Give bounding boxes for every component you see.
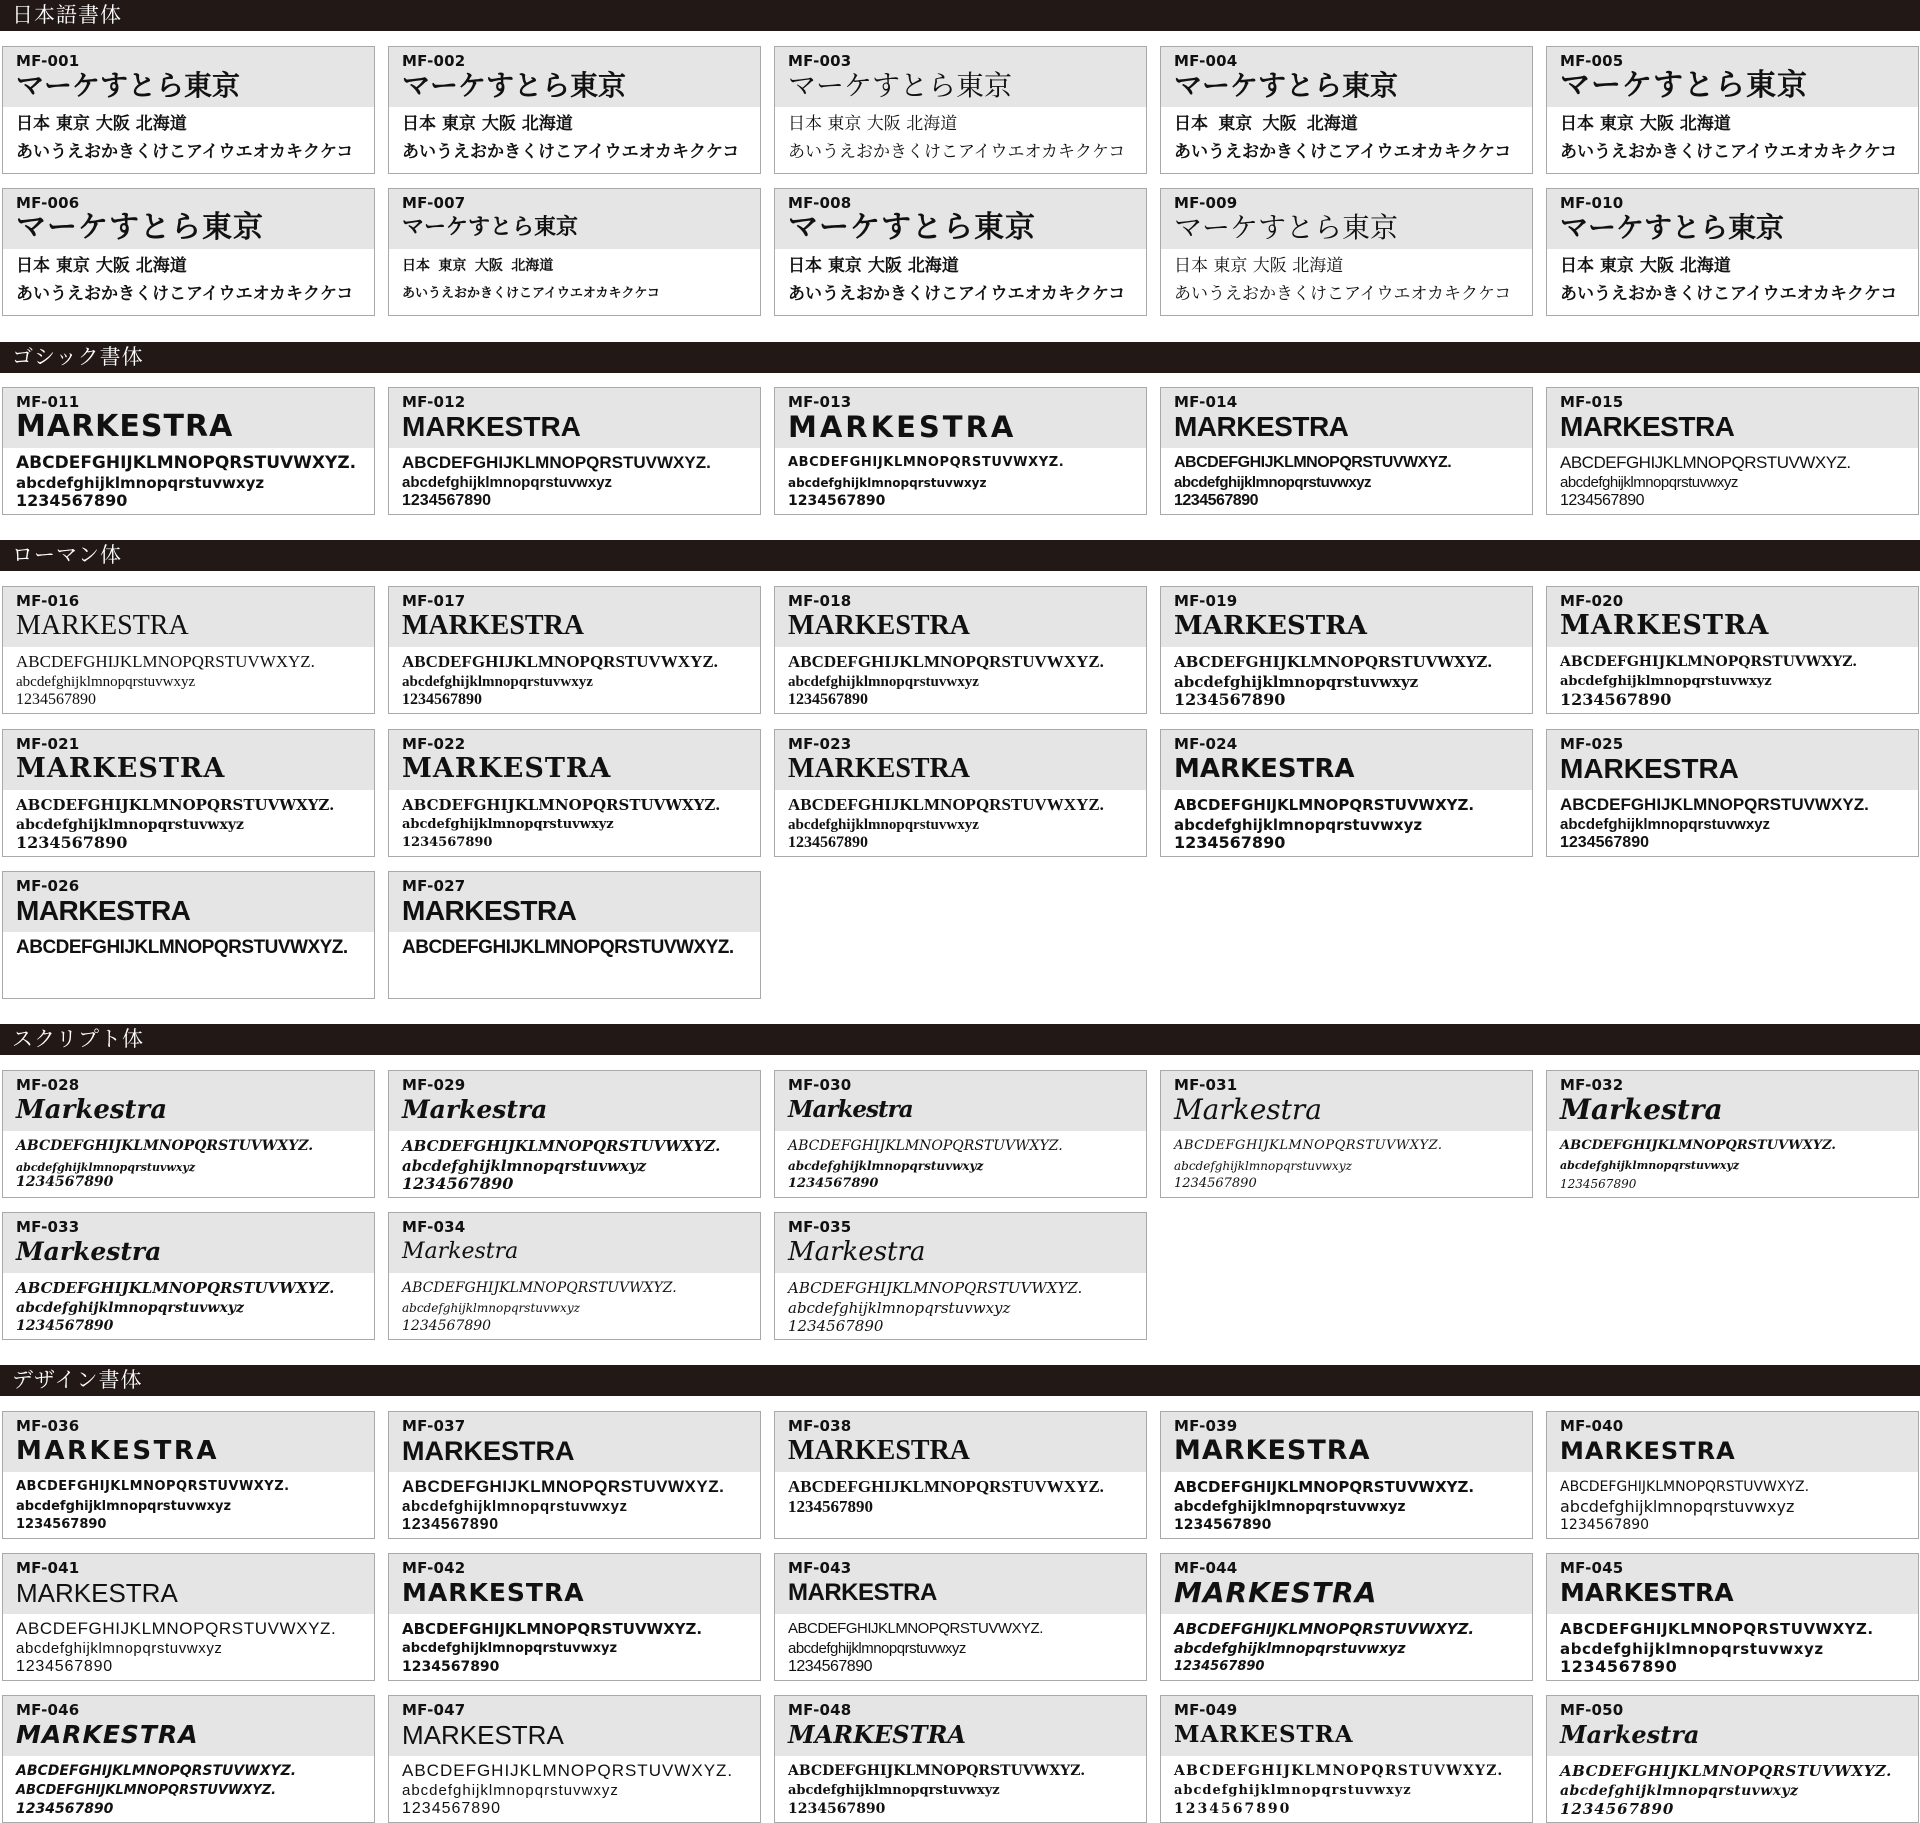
font-sample-digits: 1234567890 <box>788 1176 879 1191</box>
font-card-mf038[interactable] <box>774 1411 1147 1539</box>
font-card-mf048[interactable] <box>774 1695 1147 1823</box>
font-code: MF-043 <box>788 1559 852 1577</box>
font-card-mf018[interactable] <box>774 586 1147 714</box>
font-code: MF-020 <box>1560 592 1624 610</box>
font-sample-title: MARKESTRA <box>788 1579 937 1606</box>
font-sample-lower: abcdefghijklmnopqrstuvwxyz <box>402 1641 618 1656</box>
font-sample-line: 日本 東京 大阪 北海道 <box>788 114 958 134</box>
font-sample-lower: abcdefghijklmnopqrstuvwxyz <box>1560 474 1738 491</box>
font-sample-lower: abcdefghijklmnopqrstuvwxyz <box>1174 1783 1412 1798</box>
font-sample-line: 日本 東京 大阪 北海道 <box>16 114 187 134</box>
font-sample-lower: abcdefghijklmnopqrstuvwxyz <box>1174 1641 1406 1657</box>
font-sample-lower: abcdefghijklmnopqrstuvwxyz <box>16 817 244 833</box>
font-sample-title: MARKESTRA <box>402 1578 585 1607</box>
font-code: MF-036 <box>16 1417 80 1435</box>
font-card-mf011[interactable] <box>2 387 375 515</box>
font-card-mf041[interactable] <box>2 1553 375 1681</box>
font-code: MF-028 <box>16 1076 80 1094</box>
section-header-japanese: 日本語書体 <box>0 0 1920 31</box>
font-sample-title: Markestra <box>1560 1720 1700 1749</box>
font-sample-title: Markestra <box>1174 1093 1322 1126</box>
font-sample-line: 日本 東京 大阪 北海道 <box>1560 114 1731 134</box>
font-code: MF-044 <box>1174 1559 1238 1577</box>
font-code: MF-050 <box>1560 1701 1624 1719</box>
font-code: MF-045 <box>1560 1559 1624 1577</box>
font-card-mf039[interactable] <box>1160 1411 1533 1539</box>
font-code: MF-005 <box>1560 52 1624 70</box>
font-sample-lower: abcdefghijklmnopqrstuvwxyz <box>402 474 613 491</box>
font-sample-line: あいうえおかきくけこアイウエオカキクケコ <box>1560 284 1898 304</box>
font-card-mf024[interactable] <box>1160 729 1533 857</box>
font-sample-upper: ABCDEFGHIJKLMNOPQRSTUVWXYZ. <box>1560 453 1851 472</box>
font-sample-lower: abcdefghijklmnopqrstuvwxyz <box>1560 1783 1799 1799</box>
font-code: MF-016 <box>16 592 80 610</box>
font-sample-digits: 1234567890 <box>402 1800 501 1817</box>
font-sample-title: MARKESTRA <box>788 410 1017 444</box>
font-card-mf026[interactable] <box>2 871 375 999</box>
font-sample-lower: abcdefghijklmnopqrstuvwxyz <box>402 1498 628 1515</box>
font-sample-title: MARKESTRA <box>1174 1721 1354 1748</box>
font-code: MF-022 <box>402 735 466 753</box>
font-sample-lower: abcdefghijklmnopqrstuvwxyz <box>788 1299 1011 1317</box>
font-sample-line: 日本 東京 大阪 北海道 <box>16 256 187 276</box>
font-card-mf044[interactable] <box>1160 1553 1533 1681</box>
font-code: MF-017 <box>402 592 466 610</box>
font-sample-digits: 1234567890 <box>16 691 96 708</box>
font-card-mf046[interactable] <box>2 1695 375 1823</box>
font-card-mf043[interactable] <box>774 1553 1147 1681</box>
font-card-mf049[interactable] <box>1160 1695 1533 1823</box>
font-sample-title: マーケすとら東京 <box>788 69 1013 102</box>
font-sample-lower: abcdefghijklmnopqrstuvwxyz <box>1560 674 1772 689</box>
font-sample-line: 日本 東京 大阪 北海道 <box>1174 256 1344 276</box>
font-code: MF-029 <box>402 1076 466 1094</box>
font-sample-digits: 1234567890 <box>1174 690 1286 709</box>
font-sample-title: MARKESTRA <box>402 610 585 641</box>
font-card-mf001[interactable] <box>2 46 375 174</box>
font-sample-upper: ABCDEFGHIJKLMNOPQRSTUVWXYZ. <box>1174 1763 1504 1779</box>
font-card-mf012[interactable] <box>388 387 761 515</box>
font-sample-title: MARKESTRA <box>402 411 581 442</box>
font-sample-digits: 1234567890 <box>1560 492 1644 509</box>
font-sample-upper: ABCDEFGHIJKLMNOPQRSTUVWXYZ. <box>788 795 1104 814</box>
font-sample-title: MARKESTRA <box>16 895 191 926</box>
font-sample-title: MARKESTRA <box>1174 411 1349 442</box>
font-sample-title: MARKESTRA <box>16 1578 178 1608</box>
font-sample-digits: 1234567890 <box>402 835 493 850</box>
font-card-mf035[interactable] <box>774 1212 1147 1340</box>
font-sample-upper: ABCDEFGHIJKLMNOPQRSTUVWXYZ. <box>788 1763 1086 1779</box>
font-code: MF-015 <box>1560 393 1624 411</box>
font-sample-digits: 1234567890 <box>1174 1176 1257 1191</box>
font-sample-lower: abcdefghijklmnopqrstuvwxyz <box>1174 816 1423 834</box>
font-sample-upper: ABCDEFGHIJKLMNOPQRSTUVWXYZ. <box>1560 795 1869 814</box>
font-card-mf050[interactable] <box>1546 1695 1919 1823</box>
font-sample-title: Markestra <box>402 1095 548 1124</box>
font-sample-upper: ABCDEFGHIJKLMNOPQRSTUVWXYZ. <box>788 1138 1063 1154</box>
font-code: MF-038 <box>788 1417 852 1435</box>
font-sample-digits: 1234567890 <box>402 1174 514 1193</box>
font-sample-upper: ABCDEFGHIJKLMNOPQRSTUVWXYZ. <box>402 652 718 671</box>
font-card-mf028[interactable] <box>2 1070 375 1198</box>
font-sample-digits: 1234567890 <box>1560 1177 1637 1191</box>
font-sample-lower: abcdefghijklmnopqrstuvwxyz <box>788 1640 966 1657</box>
font-card-mf014[interactable] <box>1160 387 1533 515</box>
font-sample-title: MARKESTRA <box>1560 1578 1734 1607</box>
font-sample-title: マーケすとら東京 <box>1174 211 1399 244</box>
font-sample-title: MARKESTRA <box>1560 610 1770 641</box>
font-sample-lower: abcdefghijklmnopqrstuvwxyz <box>1560 1640 1824 1658</box>
font-sample-digits: 1234567890 <box>402 1659 500 1675</box>
font-sample-digits: 1234567890 <box>788 493 886 509</box>
font-sample-title: MARKESTRA <box>788 610 971 641</box>
font-sample-title: MARKESTRA <box>788 1435 971 1466</box>
font-sample-upper: ABCDEFGHIJKLMNOPQRSTUVWXYZ. <box>402 937 734 958</box>
font-sample-digits: 1234567890 <box>1560 1657 1678 1676</box>
font-sample-upper: ABCDEFGHIJKLMNOPQRSTUVWXYZ. <box>1174 1620 1475 1638</box>
font-code: MF-026 <box>16 877 80 895</box>
font-sample-upper: ABCDEFGHIJKLMNOPQRSTUVWXYZ. <box>1560 654 1858 670</box>
font-sample-digits: 1234567890 <box>1174 1517 1272 1533</box>
font-code: MF-004 <box>1174 52 1238 70</box>
font-code: MF-003 <box>788 52 852 70</box>
font-code: MF-025 <box>1560 735 1624 753</box>
font-sample-upper: ABCDEFGHIJKLMNOPQRSTUVWXYZ. <box>402 1137 721 1155</box>
font-sample-digits: 1234567890 <box>16 1801 114 1817</box>
font-sample-title: MARKESTRA <box>1560 1437 1736 1465</box>
font-sample-lower: abcdefghijklmnopqrstuvwxyz <box>402 1782 619 1799</box>
font-sample-upper: ABCDEFGHIJKLMNOPQRSTUVWXYZ. <box>788 1279 1083 1297</box>
font-card-mf009[interactable] <box>1160 188 1533 316</box>
font-sample-digits: 1234567890 <box>402 492 491 509</box>
section-header-script: スクリプト体 <box>0 1024 1920 1055</box>
font-sample-digits: 1234567890 <box>402 691 482 708</box>
font-sample-upper: ABCDEFGHIJKLMNOPQRSTUVWXYZ. <box>16 1479 290 1494</box>
font-sample-line: あいうえおかきくけこアイウエオカキクケコ <box>402 286 660 301</box>
font-sample-upper: ABCDEFGHIJKLMNOPQRSTUVWXYZ. <box>402 796 721 814</box>
font-sample-digits: 1234567890 <box>16 1517 107 1532</box>
section-header-gothic: ゴシック書体 <box>0 342 1920 373</box>
font-sample-title: MARKESTRA <box>1560 411 1735 442</box>
font-sample-upper: ABCDEFGHIJKLMNOPQRSTUVWXYZ. <box>402 1620 703 1638</box>
font-sample-digits: 1234567890 <box>16 491 128 510</box>
font-sample-lower: abcdefghijklmnopqrstuvwxyz <box>16 1640 223 1657</box>
font-sample-lower: abcdefghijklmnopqrstuvwxyz <box>16 474 265 492</box>
font-sample-line: 日本 東京 大阪 北海道 <box>788 256 959 276</box>
font-sample-upper: ABCDEFGHIJKLMNOPQRSTUVWXYZ. <box>788 652 1104 671</box>
font-sample-upper: ABCDEFGHIJKLMNOPQRSTUVWXYZ. <box>1174 1138 1443 1153</box>
section-header-design: デザイン書体 <box>0 1365 1920 1396</box>
font-sample-title: MARKESTRA <box>1174 611 1367 641</box>
font-sample-digits: 1234567890 <box>16 1318 114 1334</box>
font-sample-lower: abcdefghijklmnopqrstuvwxyz <box>1174 1159 1352 1173</box>
font-card-mf015[interactable] <box>1546 387 1919 515</box>
font-card-mf022[interactable] <box>388 729 761 857</box>
font-code: MF-023 <box>788 735 852 753</box>
font-card-mf031[interactable] <box>1160 1070 1533 1198</box>
font-sample-lower: abcdefghijklmnopqrstuvwxyz <box>16 674 196 690</box>
font-code: MF-018 <box>788 592 852 610</box>
font-sample-title: MARKESTRA <box>788 753 971 784</box>
font-sample-title: Markestra <box>788 1237 926 1267</box>
font-sample-digits: 1234567890 <box>1560 690 1672 709</box>
font-sample-upper: ABCDEFGHIJKLMNOPQRSTUVWXYZ. <box>402 1761 734 1780</box>
font-card-mf017[interactable] <box>388 586 761 714</box>
section-header-roman: ローマン体 <box>0 540 1920 571</box>
font-code: MF-034 <box>402 1218 466 1236</box>
font-code: MF-030 <box>788 1076 852 1094</box>
font-card-mf025[interactable] <box>1546 729 1919 857</box>
font-sample-title: Markestra <box>16 1237 162 1266</box>
font-code: MF-042 <box>402 1559 466 1577</box>
font-code: MF-021 <box>16 735 80 753</box>
font-card-mf005[interactable] <box>1546 46 1919 174</box>
font-code: MF-049 <box>1174 1701 1238 1719</box>
font-sample-title: MARKESTRA <box>402 753 612 784</box>
font-sample-upper: ABCDEFGHIJKLMNOPQRSTUVWXYZ. <box>788 455 1065 470</box>
font-sample-title: マーケすとら東京 <box>16 210 264 245</box>
font-card-mf008[interactable] <box>774 188 1147 316</box>
font-sample-digits: 1234567890 <box>1174 1659 1265 1674</box>
font-card-mf032[interactable] <box>1546 1070 1919 1198</box>
font-sample-lower: abcdefghijklmnopqrstuvwxyz <box>1560 1159 1740 1172</box>
font-card-mf020[interactable] <box>1546 586 1919 714</box>
font-sample-upper: ABCDEFGHIJKLMNOPQRSTUVWXYZ. <box>402 1280 677 1296</box>
font-sample-upper: ABCDEFGHIJKLMNOPQRSTUVWXYZ. <box>16 453 357 473</box>
font-sample-line: あいうえおかきくけこアイウエオカキクケコ <box>1560 142 1898 162</box>
font-sample-digits: 1234567890 <box>1174 833 1286 852</box>
font-sample-title: MARKESTRA <box>402 895 577 926</box>
font-sample-lower: abcdefghijklmnopqrstuvwxyz <box>788 674 979 690</box>
font-code: MF-031 <box>1174 1076 1238 1094</box>
font-sample-lower: abcdefghijklmnopqrstuvwxyz <box>402 1301 580 1315</box>
font-sample-lower: abcdefghijklmnopqrstuvwxyz <box>788 1159 984 1173</box>
font-sample-digits: 1234567890 <box>788 1658 872 1675</box>
font-sample-digits: 1234567890 <box>1174 1801 1292 1817</box>
font-sample-upper: ABCDEFGHIJKLMNOPQRSTUVWXYZ. <box>1560 1479 1810 1495</box>
font-sample-digits: 1234567890 <box>788 691 868 708</box>
font-sample-title: MARKESTRA <box>16 753 226 784</box>
font-sample-line: 日本 東京 大阪 北海道 <box>1560 256 1731 276</box>
font-sample-upper: ABCDEFGHIJKLMNOPQRSTUVWXYZ. <box>402 453 711 472</box>
font-code: MF-047 <box>402 1701 466 1719</box>
font-sample-lower: ABCDEFGHIJKLMNOPQRSTUVWXYZ. <box>16 1783 277 1798</box>
font-card-mf033[interactable] <box>2 1212 375 1340</box>
font-sample-title: Markestra <box>402 1239 519 1264</box>
font-sample-line: あいうえおかきくけこアイウエオカキクケコ <box>1174 142 1512 162</box>
font-sample-title: Markestra <box>788 1096 913 1123</box>
font-card-mf004[interactable] <box>1160 46 1533 174</box>
font-code: MF-039 <box>1174 1417 1238 1435</box>
font-code: MF-009 <box>1174 194 1238 212</box>
font-sample-lower: abcdefghijklmnopqrstuvwxyz <box>402 1157 647 1175</box>
font-sample-lower: abcdefghijklmnopqrstuvwxyz <box>1174 474 1372 491</box>
font-card-mf021[interactable] <box>2 729 375 857</box>
font-card-mf045[interactable] <box>1546 1553 1919 1681</box>
font-sample-upper: ABCDEFGHIJKLMNOPQRSTUVWXYZ. <box>16 1138 314 1154</box>
font-code: MF-032 <box>1560 1076 1624 1094</box>
font-sample-title: マーケすとら東京 <box>1174 69 1399 102</box>
font-sample-upper: ABCDEFGHIJKLMNOPQRSTUVWXYZ. <box>788 1477 1104 1496</box>
font-sample-digits: 1234567890 <box>788 834 868 851</box>
font-sample-line: あいうえおかきくけこアイウエオカキクケコ <box>788 284 1126 304</box>
font-card-mf010[interactable] <box>1546 188 1919 316</box>
font-sample-title: MARKESTRA <box>1174 1435 1371 1466</box>
font-code: MF-035 <box>788 1218 852 1236</box>
font-code: MF-027 <box>402 877 466 895</box>
font-code: MF-024 <box>1174 735 1238 753</box>
font-sample-digits: 1234567890 <box>788 1497 873 1516</box>
font-sample-upper: ABCDEFGHIJKLMNOPQRSTUVWXYZ. <box>16 1279 335 1297</box>
font-sample-digits: 1234567890 <box>16 833 128 852</box>
font-sample-title: MARKESTRA <box>1560 753 1739 784</box>
font-sample-title: MARKESTRA <box>402 1720 564 1750</box>
font-sample-line: あいうえおかきくけこアイウエオカキクケコ <box>16 284 354 304</box>
font-code: MF-013 <box>788 393 852 411</box>
font-sample-digits: 1234567890 <box>1560 834 1649 851</box>
font-code: MF-048 <box>788 1701 852 1719</box>
font-sample-digits: 1234567890 <box>788 1801 886 1817</box>
font-sample-upper: ABCDEFGHIJKLMNOPQRSTUVWXYZ. <box>1560 1762 1892 1780</box>
font-sample-title: MARKESTRA <box>16 1720 199 1749</box>
font-card-mf019[interactable] <box>1160 586 1533 714</box>
font-sample-upper: ABCDEFGHIJKLMNOPQRSTUVWXYZ. <box>788 1620 1043 1637</box>
font-code: MF-012 <box>402 393 466 411</box>
font-code: MF-033 <box>16 1218 80 1236</box>
font-sample-upper: ABCDEFGHIJKLMNOPQRSTUVWXYZ. <box>1174 796 1475 814</box>
font-card-mf003[interactable] <box>774 46 1147 174</box>
font-sample-lower: abcdefghijklmnopqrstuvwxyz <box>1174 1499 1406 1515</box>
font-sample-title: Markestra <box>1560 1093 1723 1126</box>
font-sample-title: MARKESTRA <box>1174 1576 1378 1609</box>
font-sample-digits: 1234567890 <box>1560 1800 1675 1818</box>
font-code: MF-041 <box>16 1559 80 1577</box>
font-card-mf027[interactable] <box>388 871 761 999</box>
font-sample-lower: abcdefghijklmnopqrstuvwxyz <box>788 1783 1000 1798</box>
font-sample-lower: abcdefghijklmnopqrstuvwxyz <box>1174 673 1419 691</box>
font-card-mf030[interactable] <box>774 1070 1147 1198</box>
font-card-mf040[interactable] <box>1546 1411 1919 1539</box>
font-sample-digits: 1234567890 <box>16 1658 113 1675</box>
font-sample-title: マーケすとら東京 <box>788 210 1036 245</box>
font-sample-line: あいうえおかきくけこアイウエオカキクケコ <box>16 142 354 162</box>
font-card-mf029[interactable] <box>388 1070 761 1198</box>
font-sample-upper: ABCDEFGHIJKLMNOPQRSTUVWXYZ. <box>16 937 348 958</box>
font-sample-lower: abcdefghijklmnopqrstuvwxyz <box>16 1161 196 1174</box>
font-code: MF-007 <box>402 194 466 212</box>
font-card-mf037[interactable] <box>388 1411 761 1539</box>
font-sample-title: Markestra <box>16 1095 168 1125</box>
font-sample-upper: ABCDEFGHIJKLMNOPQRSTUVWXYZ. <box>1174 653 1493 671</box>
font-sample-upper: ABCDEFGHIJKLMNOPQRSTUVWXYZ. <box>16 796 335 814</box>
font-sample-title: MARKESTRA <box>16 610 189 641</box>
font-sample-digits: 1234567890 <box>402 1516 499 1533</box>
font-sample-lower: abcdefghijklmnopqrstuvwxyz <box>402 817 614 832</box>
font-sample-title: マーケすとら東京 <box>1560 211 1785 244</box>
font-sample-line: 日本 東京 大阪 北海道 <box>402 114 573 134</box>
font-sample-title: MARKESTRA <box>16 1436 220 1466</box>
font-sample-upper: ABCDEFGHIJKLMNOPQRSTUVWXYZ. <box>16 1619 337 1638</box>
font-code: MF-006 <box>16 194 80 212</box>
font-code: MF-001 <box>16 52 80 70</box>
font-sample-digits: 1234567890 <box>16 1174 114 1190</box>
font-code: MF-010 <box>1560 194 1624 212</box>
font-code: MF-002 <box>402 52 466 70</box>
font-card-mf042[interactable] <box>388 1553 761 1681</box>
font-sample-digits: 1234567890 <box>1174 492 1258 509</box>
font-sample-lower: abcdefghijklmnopqrstuvwxyz <box>1560 1497 1795 1516</box>
font-sample-digits: 1234567890 <box>1560 1517 1650 1533</box>
font-sample-title: MARKESTRA <box>16 409 234 444</box>
font-sample-lower: abcdefghijklmnopqrstuvwxyz <box>1560 816 1771 833</box>
font-sample-upper: ABCDEFGHIJKLMNOPQRSTUVWXYZ. <box>402 1477 725 1496</box>
font-card-mf007[interactable] <box>388 188 761 316</box>
font-sample-line: 日本 東京 大阪 北海道 <box>402 258 554 274</box>
font-sample-title: マーケすとら東京 <box>402 215 579 240</box>
font-sample-line: 日本 東京 大阪 北海道 <box>1174 114 1358 134</box>
font-sample-title: マーケすとら東京 <box>402 69 627 102</box>
font-sample-lower: abcdefghijklmnopqrstuvwxyz <box>16 1499 232 1514</box>
font-card-mf023[interactable] <box>774 729 1147 857</box>
font-sample-digits: 1234567890 <box>788 1317 884 1335</box>
font-card-mf016[interactable] <box>2 586 375 714</box>
font-sample-title: MARKESTRA <box>788 1720 967 1749</box>
font-sample-line: あいうえおかきくけこアイウエオカキクケコ <box>402 142 740 162</box>
font-sample-lower: abcdefghijklmnopqrstuvwxyz <box>788 476 987 490</box>
font-code: MF-014 <box>1174 393 1238 411</box>
font-sample-upper: ABCDEFGHIJKLMNOPQRSTUVWXYZ. <box>1560 1620 1874 1638</box>
font-card-mf013[interactable] <box>774 387 1147 515</box>
font-sample-upper: ABCDEFGHIJKLMNOPQRSTUVWXYZ. <box>1560 1138 1836 1153</box>
font-card-mf034[interactable] <box>388 1212 761 1340</box>
font-sample-digits: 1234567890 <box>402 1318 492 1334</box>
font-sample-lower: abcdefghijklmnopqrstuvwxyz <box>788 817 979 833</box>
font-sample-upper: ABCDEFGHIJKLMNOPQRSTUVWXYZ. <box>1174 454 1452 471</box>
font-sample-title: MARKESTRA <box>1174 754 1355 784</box>
font-sample-title: マーケすとら東京 <box>16 69 241 102</box>
font-sample-title: MARKESTRA <box>402 1436 575 1466</box>
font-card-mf036[interactable] <box>2 1411 375 1539</box>
font-sample-line: あいうえおかきくけこアイウエオカキクケコ <box>788 142 1126 162</box>
font-card-mf002[interactable] <box>388 46 761 174</box>
font-code: MF-019 <box>1174 592 1238 610</box>
font-code: MF-008 <box>788 194 852 212</box>
font-sample-title: マーケすとら東京 <box>1560 68 1808 103</box>
font-card-mf047[interactable] <box>388 1695 761 1823</box>
font-sample-upper: ABCDEFGHIJKLMNOPQRSTUVWXYZ. <box>16 1763 297 1779</box>
font-code: MF-040 <box>1560 1417 1624 1435</box>
font-sample-lower: abcdefghijklmnopqrstuvwxyz <box>16 1300 244 1316</box>
font-code: MF-037 <box>402 1417 466 1435</box>
font-sample-upper: ABCDEFGHIJKLMNOPQRSTUVWXYZ. <box>1174 1478 1475 1496</box>
font-sample-lower: abcdefghijklmnopqrstuvwxyz <box>402 674 593 690</box>
font-card-mf006[interactable] <box>2 188 375 316</box>
font-code: MF-046 <box>16 1701 80 1719</box>
font-sample-upper: ABCDEFGHIJKLMNOPQRSTUVWXYZ. <box>16 652 315 671</box>
font-code: MF-011 <box>16 393 80 411</box>
font-sample-line: あいうえおかきくけこアイウエオカキクケコ <box>1174 284 1512 304</box>
